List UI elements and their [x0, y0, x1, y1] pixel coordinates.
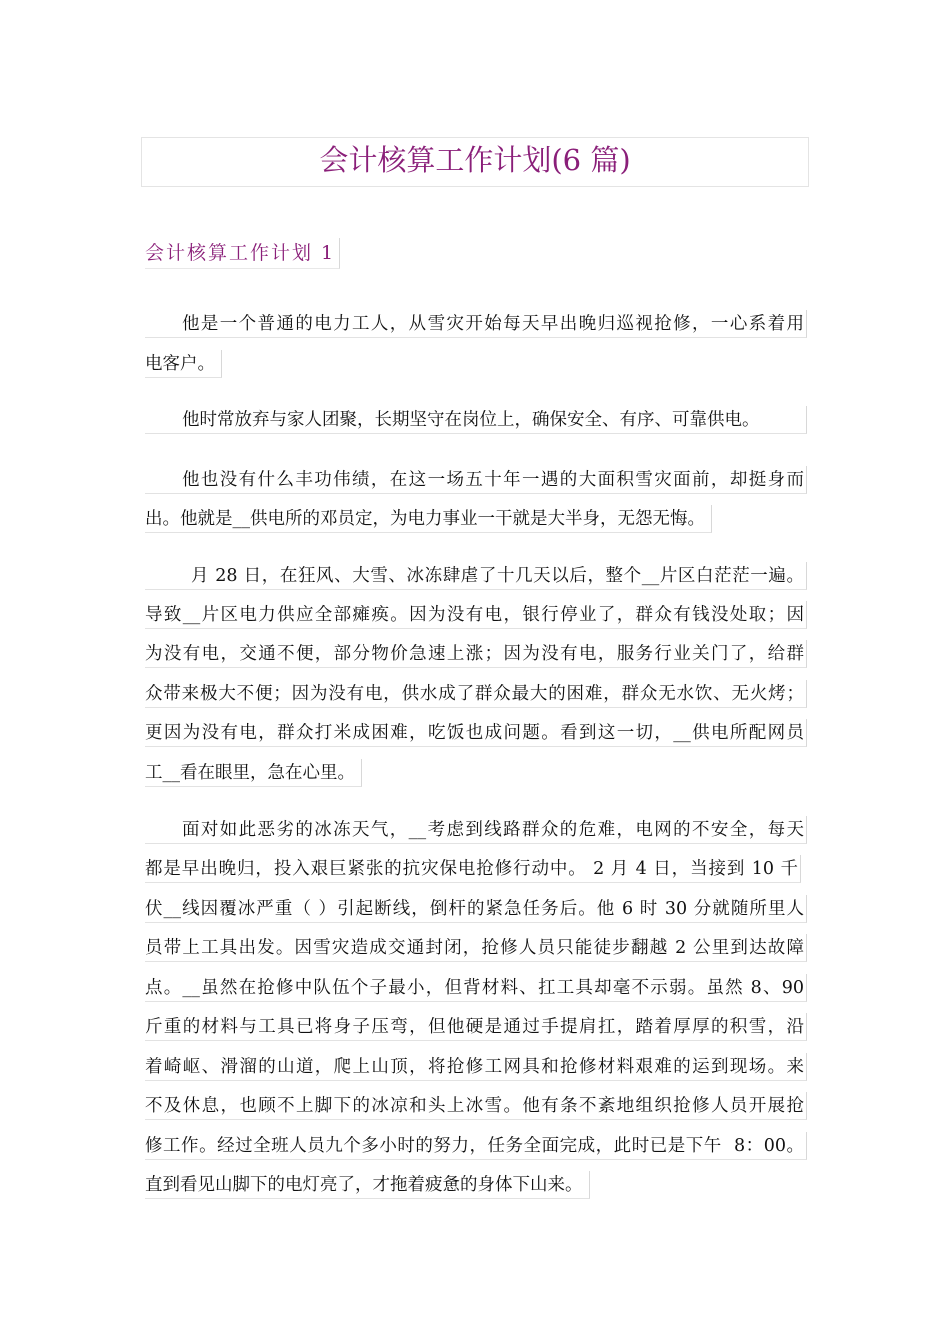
text-line: 导致__片区电力供应全部瘫痪。因为没有电，银行停业了，群众有钱没处取；因	[145, 601, 807, 629]
text-line: 他是一个普通的电力工人，从雪灾开始每天早出晚归巡视抢修，一心系着用	[145, 310, 807, 338]
text-line: 他也没有什么丰功伟绩，在这一场五十年一遇的大面积雪灾面前，却挺身而	[145, 466, 807, 494]
text-line: 直到看见山脚下的电灯亮了，才拖着疲惫的身体下山来。	[145, 1171, 590, 1199]
text-line: 工__看在眼里，急在心里。	[145, 759, 362, 787]
text-line: 员带上工具出发。因雪灾造成交通封闭，抢修人员只能徒步翻越 2 公里到达故障	[145, 934, 807, 962]
text-line: 不及休息，也顾不上脚下的冰凉和头上冰雪。他有条不紊地组织抢修人员开展抢	[145, 1092, 807, 1120]
text-line: 他时常放弃与家人团聚，长期坚守在岗位上，确保安全、有序、可靠供电。	[145, 406, 807, 434]
text-line: 出。他就是__供电所的邓员定，为电力事业一干就是大半身，无怨无悔。	[145, 505, 712, 533]
text-line: 着崎岖、滑溜的山道，爬上山顶，将抢修工网具和抢修材料艰难的运到现场。来	[145, 1053, 807, 1081]
text-line: 电客户。	[145, 350, 222, 378]
section-heading: 会计核算工作计划 1	[145, 238, 340, 269]
text-line: 斤重的材料与工具已将身子压弯，但他硬是通过手提肩扛，踏着厚厚的积雪，沿	[145, 1013, 807, 1041]
text-line: 都是早出晚归，投入艰巨紧张的抗灾保电抢修行动中。 2 月 4 日，当接到 10 千	[145, 855, 801, 883]
text-line: 修工作。经过全班人员九个多小时的努力，任务全面完成，此时已是下午 8：00。	[145, 1132, 807, 1160]
text-line: 伏__线因覆冰严重（ ）引起断线，倒杆的紧急任务后。他 6 时 30 分就随所里人	[145, 895, 807, 923]
document-title: 会计核算工作计划(6 篇)	[141, 137, 809, 187]
text-line: 更因为没有电，群众打米成困难，吃饭也成问题。看到这一切，__供电所配网员	[145, 719, 807, 747]
text-line: 月 28 日，在狂风、大雪、冰冻肆虐了十几天以后，整个__片区白茫茫一遍。	[145, 562, 807, 590]
text-line: 点。__虽然在抢修中队伍个子最小，但背材料、扛工具却毫不示弱。虽然 8、90	[145, 974, 807, 1002]
text-line: 为没有电，交通不便，部分物价急速上涨；因为没有电，服务行业关门了，给群	[145, 640, 807, 668]
text-line: 众带来极大不便；因为没有电，供水成了群众最大的困难，群众无水饮、无火烤；	[145, 680, 807, 708]
text-line: 面对如此恶劣的冰冻天气，__考虑到线路群众的危难，电网的不安全，每天	[145, 816, 807, 844]
